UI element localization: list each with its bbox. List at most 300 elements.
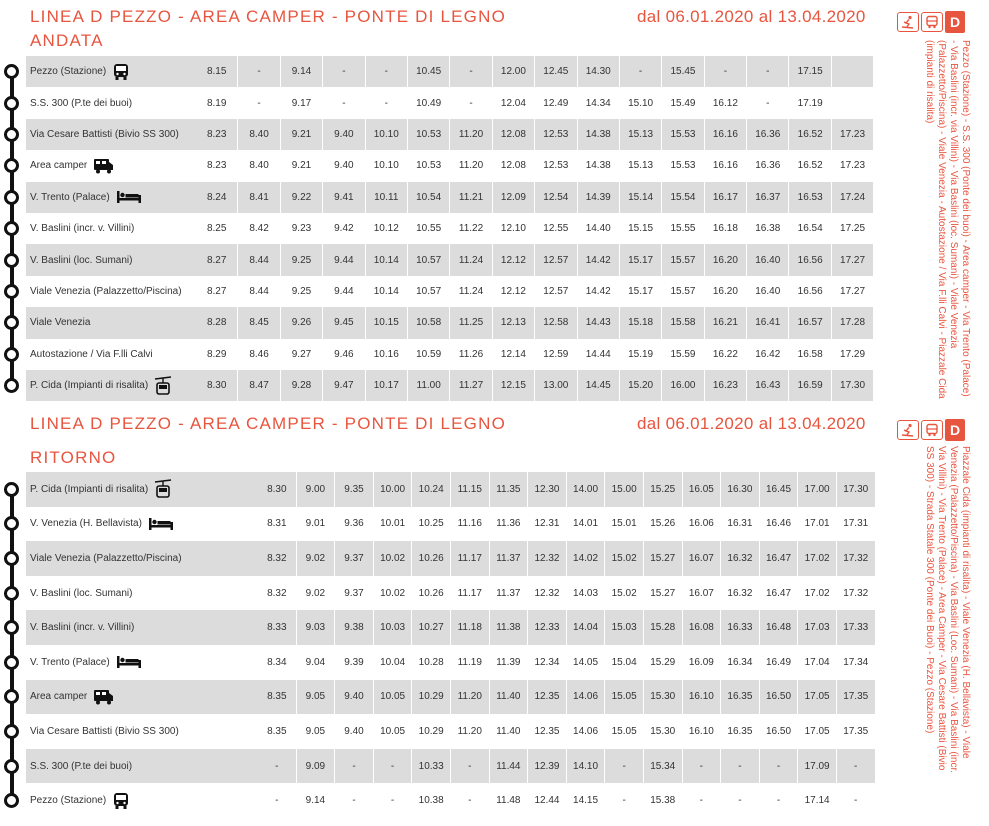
departure-time: 15.10 (620, 87, 662, 118)
departure-time: 16.38 (747, 213, 789, 244)
departure-time: 10.54 (408, 182, 450, 213)
stop-label: S.S. 300 (P.te dei buoi) (30, 97, 133, 109)
departure-time: 11.17 (451, 576, 490, 611)
camper-icon (93, 688, 115, 706)
stop-label: Area camper (30, 160, 88, 172)
departure-time: 9.23 (281, 213, 323, 244)
departure-time: 9.27 (281, 339, 323, 370)
departure-time: - (238, 87, 280, 118)
departure-time: 15.05 (605, 680, 644, 715)
departure-time: 8.45 (238, 307, 280, 338)
stop-node (4, 158, 19, 173)
departure-time: 11.25 (450, 307, 492, 338)
departure-time: 9.42 (323, 213, 365, 244)
departure-time: 9.38 (335, 610, 374, 645)
bus-icon (112, 63, 130, 81)
departure-time: 10.05 (374, 680, 413, 715)
departure-time: 17.34 (837, 645, 876, 680)
stop-label: Viale Venezia (Palazzetto/Piscina) (30, 552, 182, 564)
departure-time: 15.13 (620, 119, 662, 150)
departure-time: 17.28 (832, 307, 874, 338)
departure-time: 10.01 (374, 507, 413, 542)
departure-time: 9.01 (297, 507, 336, 542)
departure-time: 10.16 (366, 339, 408, 370)
departure-time: - (747, 87, 789, 118)
departure-time: 16.54 (789, 213, 831, 244)
departure-time: 14.38 (578, 150, 620, 181)
departure-time: 17.00 (798, 472, 837, 507)
departure-time: 15.02 (605, 541, 644, 576)
departure-time: 17.32 (837, 576, 876, 611)
departure-time: 15.27 (644, 576, 683, 611)
stop-label: Viale Venezia (30, 317, 91, 329)
departure-time: - (837, 749, 876, 784)
departure-time: 16.30 (721, 472, 760, 507)
departure-time: 14.43 (578, 307, 620, 338)
departure-time: 10.15 (366, 307, 408, 338)
departure-time: - (374, 749, 413, 784)
departure-time: 12.08 (493, 119, 535, 150)
bus-icon (921, 12, 943, 32)
stop-label: P. Cida (Impianti di risalita) (30, 483, 149, 495)
departure-time: 8.44 (238, 244, 280, 275)
stop-label: V. Trento (Palace) (30, 656, 110, 668)
departure-time: 8.34 (258, 645, 297, 680)
departure-time: 15.57 (662, 276, 704, 307)
departure-time: 11.39 (490, 645, 529, 680)
departure-time: 16.35 (721, 714, 760, 749)
departure-time: 10.53 (408, 150, 450, 181)
departure-time: 17.04 (798, 645, 837, 680)
departure-time: 12.12 (493, 244, 535, 275)
departure-time: 12.57 (535, 244, 577, 275)
departure-time: 8.40 (238, 119, 280, 150)
departure-time: - (323, 56, 365, 87)
departure-time: 12.34 (528, 645, 567, 680)
departure-time: - (760, 783, 799, 818)
departure-time: 11.35 (490, 472, 529, 507)
departure-time: 16.07 (683, 541, 722, 576)
departure-time: 10.53 (408, 119, 450, 150)
departure-time: - (683, 749, 722, 784)
departure-time: 9.40 (335, 680, 374, 715)
departure-time: 9.40 (323, 150, 365, 181)
departure-time: 12.14 (493, 339, 535, 370)
departure-time: 11.16 (451, 507, 490, 542)
stop-name (26, 645, 258, 680)
departure-time: 9.22 (281, 182, 323, 213)
stop-label: V. Baslini (loc. Sumani) (30, 587, 133, 599)
cable-car-icon (154, 376, 172, 396)
departure-time: 11.48 (490, 783, 529, 818)
departure-time: 10.57 (408, 244, 450, 275)
departure-time: 10.11 (366, 182, 408, 213)
departure-time: 14.06 (567, 680, 606, 715)
departure-time: 14.42 (578, 276, 620, 307)
departure-time: - (747, 56, 789, 87)
departure-time: 17.35 (837, 680, 876, 715)
stop-label: V. Baslini (incr. v. Villini) (30, 622, 135, 634)
departure-time: 9.46 (323, 339, 365, 370)
departure-time: - (450, 87, 492, 118)
departure-time: 15.01 (605, 507, 644, 542)
departure-time: 16.50 (760, 680, 799, 715)
departure-time: 16.34 (721, 645, 760, 680)
departure-time: 12.10 (493, 213, 535, 244)
departure-time: 8.19 (196, 87, 238, 118)
return-title: LINEA D PEZZO - AREA CAMPER - PONTE DI LEGNO (30, 414, 506, 433)
departure-time: 16.46 (760, 507, 799, 542)
departure-time: 17.03 (798, 610, 837, 645)
departure-time: 17.31 (837, 507, 876, 542)
departure-time: 9.40 (335, 714, 374, 749)
departure-time: 15.00 (605, 472, 644, 507)
departure-time: 9.25 (281, 244, 323, 275)
departure-time: 17.15 (789, 56, 831, 87)
departure-time: 14.03 (567, 576, 606, 611)
stop-node (4, 551, 19, 566)
departure-time: 9.14 (297, 783, 336, 818)
departure-time: 12.54 (535, 182, 577, 213)
departure-time: - (721, 783, 760, 818)
outbound-line-badge (897, 11, 965, 33)
departure-time: 11.00 (408, 370, 450, 401)
departure-time: 11.20 (450, 119, 492, 150)
departure-time: 12.15 (493, 370, 535, 401)
departure-time: - (335, 749, 374, 784)
departure-time: 17.23 (832, 150, 874, 181)
outbound-dates: dal 06.01.2020 al 13.04.2020 (637, 7, 866, 26)
stop-name (26, 119, 196, 150)
departure-time: 9.03 (297, 610, 336, 645)
departure-time: 15.03 (605, 610, 644, 645)
stop-label: Via Cesare Battisti (Bivio SS 300) (30, 128, 179, 140)
departure-time: 8.32 (258, 541, 297, 576)
stop-name (26, 507, 258, 542)
departure-time: 8.47 (238, 370, 280, 401)
departure-time: 16.23 (705, 370, 747, 401)
departure-time: 15.04 (605, 645, 644, 680)
departure-time: 15.45 (662, 56, 704, 87)
departure-time: 12.09 (493, 182, 535, 213)
hotel-bed-icon (148, 517, 174, 531)
stop-label: Autostazione / Via F.lli Calvi (30, 348, 153, 360)
departure-time: 10.59 (408, 339, 450, 370)
departure-time: 12.00 (493, 56, 535, 87)
departure-time: 12.45 (535, 56, 577, 87)
departure-time: 14.45 (578, 370, 620, 401)
departure-time: 15.20 (620, 370, 662, 401)
departure-time: 9.25 (281, 276, 323, 307)
departure-time: 12.57 (535, 276, 577, 307)
departure-time: 8.46 (238, 339, 280, 370)
stop-label: Via Cesare Battisti (Bivio SS 300) (30, 725, 179, 737)
cable-car-icon (154, 479, 172, 499)
stop-name (26, 182, 196, 213)
departure-time: 16.35 (721, 680, 760, 715)
departure-time: 15.14 (620, 182, 662, 213)
departure-time: 8.32 (258, 576, 297, 611)
departure-time: 16.10 (683, 680, 722, 715)
departure-time: 11.20 (451, 714, 490, 749)
stop-label: V. Baslini (loc. Sumani) (30, 254, 133, 266)
departure-time: 9.05 (297, 680, 336, 715)
stop-label: S.S. 300 (P.te dei buoi) (30, 760, 133, 772)
departure-time: 12.59 (535, 339, 577, 370)
departure-time: 16.06 (683, 507, 722, 542)
stop-node (4, 655, 19, 670)
departure-time: 8.31 (258, 507, 297, 542)
departure-time: - (258, 749, 297, 784)
stop-name (26, 610, 258, 645)
departure-time: 12.32 (528, 541, 567, 576)
departure-time: 11.19 (451, 645, 490, 680)
departure-time: 12.39 (528, 749, 567, 784)
departure-time: 14.39 (578, 182, 620, 213)
departure-time: 12.30 (528, 472, 567, 507)
stop-label: Pezzo (Stazione) (30, 66, 107, 78)
departure-time: 16.41 (747, 307, 789, 338)
departure-time: 9.05 (297, 714, 336, 749)
departure-time: 16.10 (683, 714, 722, 749)
departure-time: 16.08 (683, 610, 722, 645)
departure-time: 15.28 (644, 610, 683, 645)
departure-time: 8.42 (238, 213, 280, 244)
stop-node (4, 347, 19, 362)
departure-time: 9.47 (323, 370, 365, 401)
stop-name (26, 150, 196, 181)
return-dates: dal 06.01.2020 al 13.04.2020 (637, 414, 866, 433)
departure-time: 16.50 (760, 714, 799, 749)
departure-time: 17.23 (832, 119, 874, 150)
departure-time: 9.21 (281, 119, 323, 150)
departure-time: 8.24 (196, 182, 238, 213)
camper-icon (93, 157, 115, 175)
stop-node (4, 793, 19, 808)
departure-time: 12.04 (493, 87, 535, 118)
departure-time: 15.13 (620, 150, 662, 181)
departure-time: 8.28 (196, 307, 238, 338)
stop-node (4, 64, 19, 79)
departure-time: 17.29 (832, 339, 874, 370)
departure-time: 15.55 (662, 213, 704, 244)
departure-time: 16.17 (705, 182, 747, 213)
bus-icon (112, 792, 130, 810)
departure-time: 15.59 (662, 339, 704, 370)
departure-time: 9.04 (297, 645, 336, 680)
departure-time: 10.58 (408, 307, 450, 338)
departure-time: 14.04 (567, 610, 606, 645)
departure-time: 10.14 (366, 244, 408, 275)
departure-time: 15.15 (620, 213, 662, 244)
departure-time: 15.18 (620, 307, 662, 338)
departure-time: 9.44 (323, 244, 365, 275)
departure-time: 8.25 (196, 213, 238, 244)
departure-time: 15.29 (644, 645, 683, 680)
departure-time: 16.58 (789, 339, 831, 370)
departure-time: 9.28 (281, 370, 323, 401)
departure-time: 9.14 (281, 56, 323, 87)
departure-time: 10.38 (412, 783, 451, 818)
stop-label: V. Trento (Palace) (30, 191, 110, 203)
departure-time: 16.42 (747, 339, 789, 370)
stop-node (4, 315, 19, 330)
departure-time: 17.30 (832, 370, 874, 401)
departure-time: 12.08 (493, 150, 535, 181)
departure-time: - (837, 783, 876, 818)
departure-time (832, 87, 874, 118)
departure-time: 11.20 (451, 680, 490, 715)
departure-time: 10.03 (374, 610, 413, 645)
departure-time: 10.24 (412, 472, 451, 507)
departure-time: 8.15 (196, 56, 238, 87)
departure-time: 16.05 (683, 472, 722, 507)
departure-time: 17.02 (798, 541, 837, 576)
departure-time: 10.29 (412, 714, 451, 749)
hotel-bed-icon (116, 655, 142, 669)
departure-time: 17.09 (798, 749, 837, 784)
bus-icon (921, 420, 943, 440)
departure-time: 10.17 (366, 370, 408, 401)
departure-time: - (760, 749, 799, 784)
departure-time: 10.55 (408, 213, 450, 244)
departure-time: 17.30 (837, 472, 876, 507)
departure-time: 17.32 (837, 541, 876, 576)
departure-time: 15.34 (644, 749, 683, 784)
departure-time: 11.37 (490, 576, 529, 611)
departure-time: 8.29 (196, 339, 238, 370)
departure-time: 16.49 (760, 645, 799, 680)
departure-time: 9.02 (297, 576, 336, 611)
stop-node (4, 586, 19, 601)
departure-time: - (258, 783, 297, 818)
departure-time: 9.26 (281, 307, 323, 338)
departure-time: 9.45 (323, 307, 365, 338)
departure-time: 16.21 (705, 307, 747, 338)
departure-time: 14.40 (578, 213, 620, 244)
departure-time: 16.40 (747, 244, 789, 275)
departure-time: 10.57 (408, 276, 450, 307)
departure-time: 14.05 (567, 645, 606, 680)
hotel-bed-icon (116, 190, 142, 204)
stop-name (26, 472, 258, 507)
departure-time: 17.35 (837, 714, 876, 749)
departure-time: 10.04 (374, 645, 413, 680)
departure-time: 10.00 (374, 472, 413, 507)
departure-time: - (374, 783, 413, 818)
departure-time: 16.09 (683, 645, 722, 680)
stop-node (4, 284, 19, 299)
departure-time: 11.26 (450, 339, 492, 370)
departure-time: 17.27 (832, 276, 874, 307)
departure-time: 16.47 (760, 541, 799, 576)
departure-time: 12.33 (528, 610, 567, 645)
departure-time: 16.16 (705, 119, 747, 150)
stop-name (26, 749, 258, 784)
departure-time: 16.12 (705, 87, 747, 118)
departure-time: 8.35 (258, 714, 297, 749)
departure-time: 17.19 (789, 87, 831, 118)
departure-time: - (238, 56, 280, 87)
departure-time: 16.33 (721, 610, 760, 645)
departure-time: 16.20 (705, 244, 747, 275)
departure-time: 16.32 (721, 541, 760, 576)
return-timetable (26, 472, 875, 818)
departure-time: 9.17 (281, 87, 323, 118)
departure-time: 8.23 (196, 119, 238, 150)
departure-time: 17.27 (832, 244, 874, 275)
departure-time: 16.59 (789, 370, 831, 401)
departure-time: 16.57 (789, 307, 831, 338)
departure-time: 9.39 (335, 645, 374, 680)
departure-time: 9.44 (323, 276, 365, 307)
stop-node (4, 127, 19, 142)
return-subtitle: RITORNO (30, 448, 117, 467)
departure-time: 16.20 (705, 276, 747, 307)
departure-time: 17.01 (798, 507, 837, 542)
departure-time: 15.25 (644, 472, 683, 507)
departure-time: 14.00 (567, 472, 606, 507)
stop-node (4, 378, 19, 393)
stop-name (26, 541, 258, 576)
departure-time: 16.36 (747, 150, 789, 181)
departure-time: 8.41 (238, 182, 280, 213)
departure-time: 8.30 (196, 370, 238, 401)
departure-time: - (451, 783, 490, 818)
departure-time: 9.37 (335, 576, 374, 611)
departure-time: 10.26 (412, 541, 451, 576)
return-line-badge (897, 419, 965, 441)
departure-time: 16.18 (705, 213, 747, 244)
stop-name (26, 213, 196, 244)
stop-node (4, 190, 19, 205)
departure-time: 8.27 (196, 276, 238, 307)
stop-node (4, 759, 19, 774)
departure-time: 16.52 (789, 150, 831, 181)
departure-time: 11.40 (490, 714, 529, 749)
departure-time: 11.44 (490, 749, 529, 784)
departure-time: 12.55 (535, 213, 577, 244)
departure-time: 16.07 (683, 576, 722, 611)
departure-time: 12.53 (535, 119, 577, 150)
departure-time: 15.53 (662, 150, 704, 181)
departure-time: 14.34 (578, 87, 620, 118)
stop-name (26, 56, 196, 87)
departure-time: 16.16 (705, 150, 747, 181)
departure-time: 10.02 (374, 541, 413, 576)
departure-time: 17.02 (798, 576, 837, 611)
departure-time: 16.53 (789, 182, 831, 213)
departure-time: 8.35 (258, 680, 297, 715)
departure-time: 17.24 (832, 182, 874, 213)
departure-time: 15.17 (620, 244, 662, 275)
departure-time: 9.21 (281, 150, 323, 181)
departure-time: 9.00 (297, 472, 336, 507)
departure-time: 14.01 (567, 507, 606, 542)
departure-time: 16.48 (760, 610, 799, 645)
departure-time: 9.41 (323, 182, 365, 213)
departure-time: 15.30 (644, 714, 683, 749)
departure-time: 16.32 (721, 576, 760, 611)
departure-time: 8.44 (238, 276, 280, 307)
stop-node (4, 620, 19, 635)
stop-label: V. Venezia (H. Bellavista) (30, 518, 142, 530)
departure-time: 15.57 (662, 244, 704, 275)
departure-time: 8.33 (258, 610, 297, 645)
departure-time: 12.13 (493, 307, 535, 338)
departure-time: 15.17 (620, 276, 662, 307)
departure-time: 17.14 (798, 783, 837, 818)
